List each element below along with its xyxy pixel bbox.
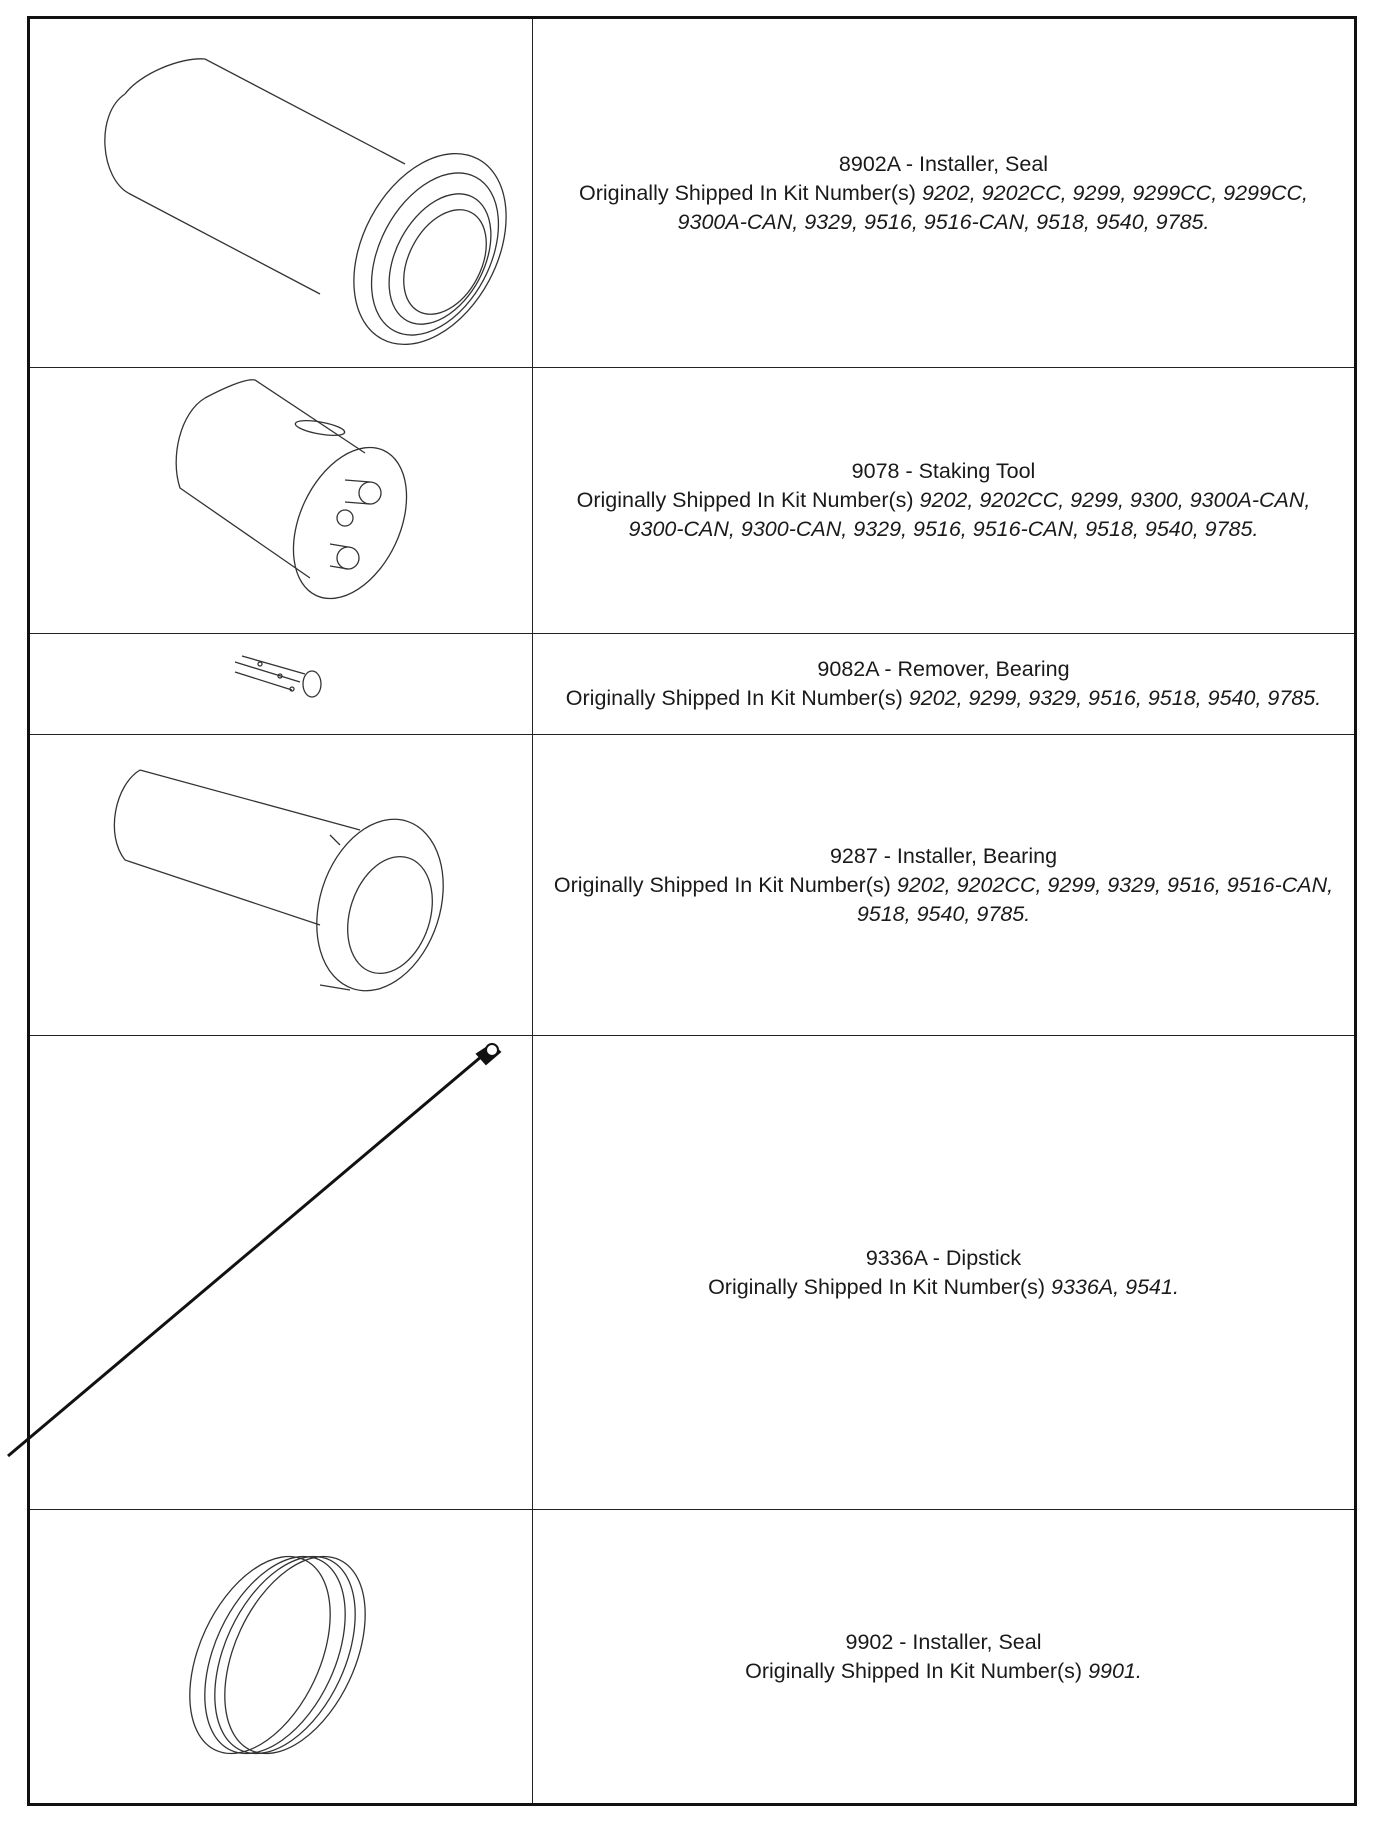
tool-description: [533, 634, 1354, 734]
dipstick-illustration: [30, 1036, 533, 1509]
tool-description: [533, 368, 1354, 633]
seal-installer-drawing: [30, 19, 533, 368]
kit-list: [551, 179, 1336, 237]
kit-list: [551, 684, 1336, 713]
dipstick-drawing: [30, 1036, 533, 1510]
kit-numbers: 9901.: [1088, 1658, 1142, 1683]
staking-tool-illustration: [30, 368, 533, 633]
seal-installer-illustration: [30, 19, 533, 367]
kit-prefix: Originally Shipped In Kit Number(s): [576, 488, 920, 512]
kit-numbers: 9202, 9202CC, 9299, 9329, 9516, 9516-CAN, 9518, 9540, 9785.: [856, 872, 1334, 926]
tool-description: [533, 735, 1354, 1035]
tool-title: 9287 - Installer, Bearing: [829, 843, 1058, 868]
bearing-installer-illustration: [30, 735, 533, 1035]
kit-list: [551, 871, 1336, 929]
tool-title: 9336A - Dipstick: [865, 1245, 1022, 1270]
staking-tool-drawing: [30, 368, 533, 634]
kit-prefix: Originally Shipped In Kit Number(s): [565, 686, 909, 710]
table-row: [30, 19, 1354, 368]
seal-installer-drawing: [30, 1510, 533, 1803]
table-row: [30, 368, 1354, 634]
kit-numbers: 9202, 9299, 9329, 9516, 9518, 9540, 9785.: [908, 686, 1322, 710]
kit-list: [551, 486, 1336, 544]
tool-description: [533, 19, 1354, 367]
kit-prefix: Originally Shipped In Kit Number(s): [708, 1274, 1052, 1299]
bearing-installer-drawing: [30, 735, 533, 1036]
kit-numbers: 9336A, 9541.: [1051, 1274, 1179, 1299]
kit-list: [551, 1273, 1336, 1302]
tool-title: 9082A - Remover, Bearing: [817, 657, 1070, 681]
tool-description: [533, 1036, 1354, 1509]
kit-numbers: 9202, 9202CC, 9299, 9299CC, 9299CC, 9300A-CAN, 9329, 9516, 9516-CAN, 9518, 9540, 9785.: [677, 180, 1309, 234]
bearing-remover-illustration: [30, 634, 533, 734]
kit-numbers: 9202, 9202CC, 9299, 9300, 9300A-CAN, 9300-CAN, 9300-CAN, 9329, 9516, 9516-CAN, 9518, 9540, 9785.: [628, 488, 1311, 541]
kit-prefix: Originally Shipped In Kit Number(s): [745, 1658, 1089, 1683]
tool-catalog-table: [27, 16, 1357, 1806]
kit-list: [551, 1657, 1336, 1686]
table-row: [30, 735, 1354, 1036]
table-row: [30, 1036, 1354, 1510]
kit-prefix: Originally Shipped In Kit Number(s): [553, 872, 897, 897]
kit-prefix: Originally Shipped In Kit Number(s): [578, 180, 922, 205]
table-row: [30, 634, 1354, 735]
tool-title: 9902 - Installer, Seal: [845, 1629, 1042, 1654]
table-row: [30, 1510, 1354, 1803]
tool-description: [533, 1510, 1354, 1803]
bearing-remover-drawing: [30, 634, 533, 735]
seal-installer-illustration: [30, 1510, 533, 1803]
tool-title: 9078 - Staking Tool: [851, 459, 1036, 483]
tool-title: 8902A - Installer, Seal: [838, 151, 1049, 176]
